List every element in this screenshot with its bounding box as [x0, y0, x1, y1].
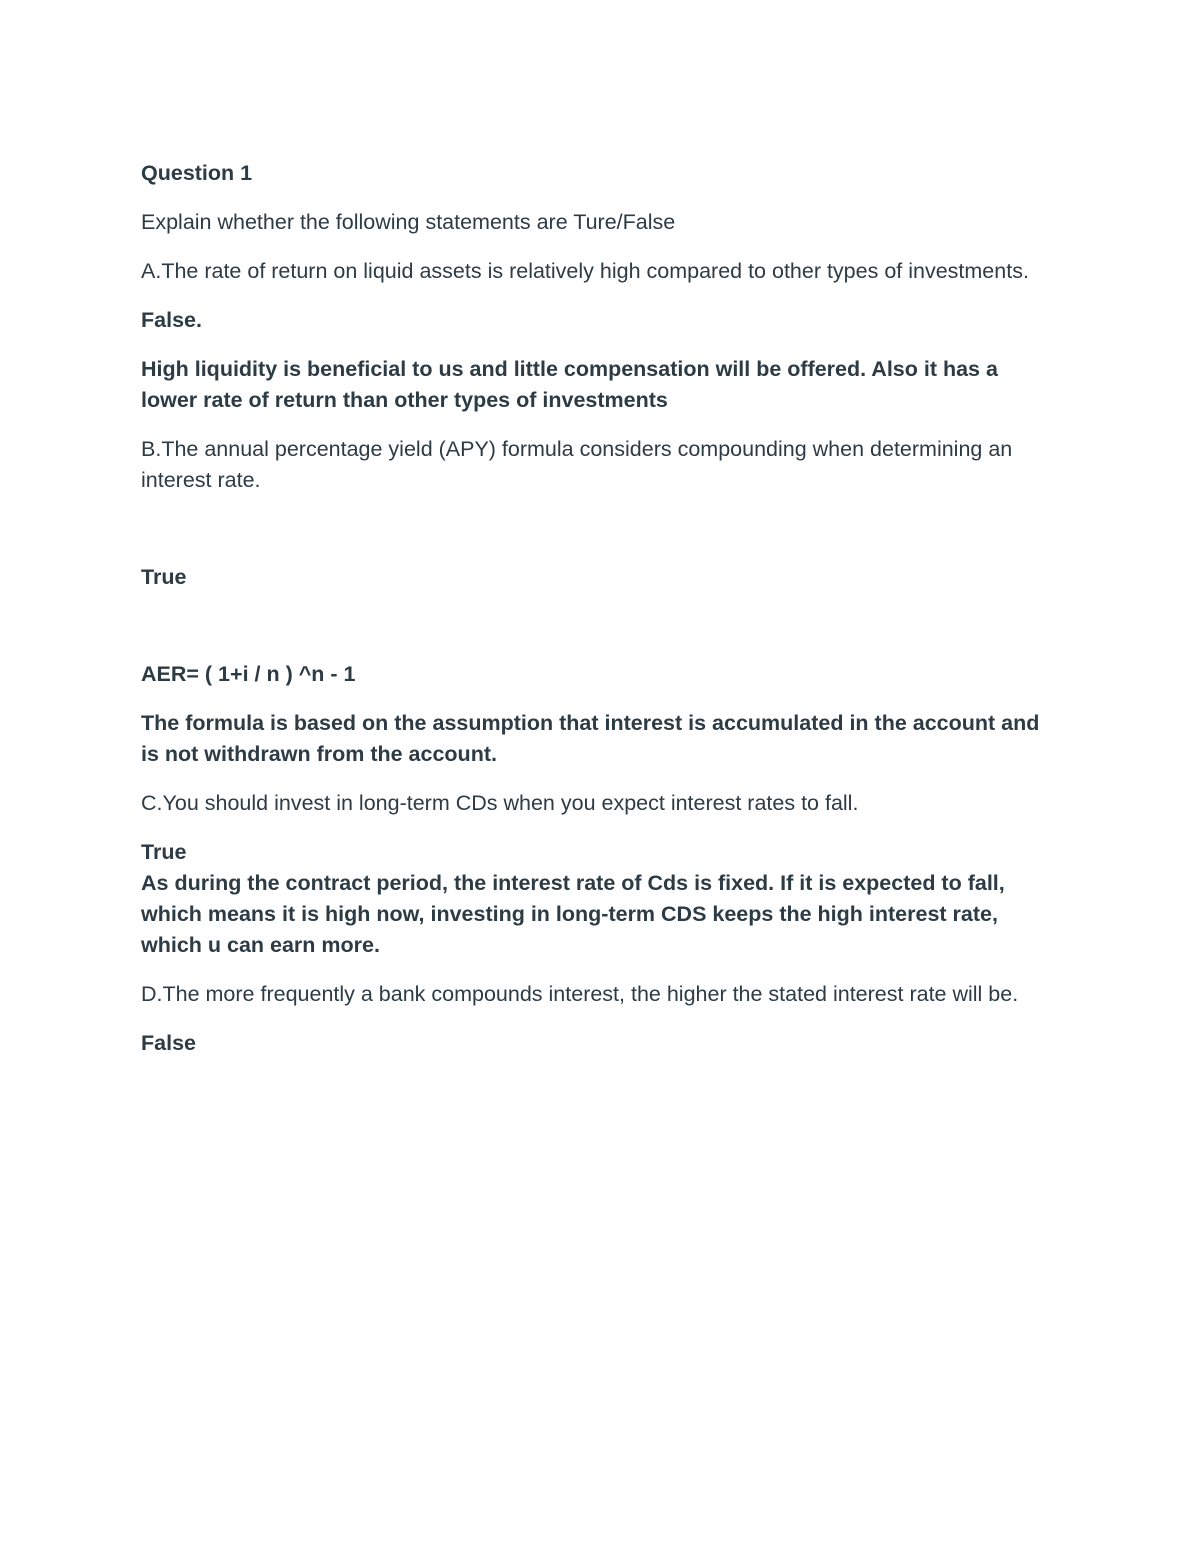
explanation-c: As during the contract period, the interest rate of Cds is fixed. If it is expected to fall, which means it is high now, investing in long-term CDS keeps the high interest rate, which u can earn more.: [141, 871, 1005, 957]
explanation-a: High liquidity is beneficial to us and little compensation will be offered. Also it has a lower rate of return than other types of investments: [141, 357, 998, 412]
statement-c: C.You should invest in long-term CDs when you expect interest rates to fall.: [141, 791, 859, 815]
formula-b: AER= ( 1+i / n ) ^n - 1: [141, 662, 356, 686]
answer-a: False.: [141, 308, 202, 332]
answer-c: True: [141, 840, 187, 864]
explanation-b: The formula is based on the assumption that interest is accumulated in the account and is not withdrawn from the account.: [141, 711, 1040, 766]
answer-b: True: [141, 565, 187, 589]
statement-a: A.The rate of return on liquid assets is relatively high compared to other types of investments.: [141, 259, 1029, 283]
statement-d: D.The more frequently a bank compounds interest, the higher the stated interest rate will be.: [141, 982, 1019, 1006]
answer-d: False: [141, 1031, 196, 1055]
instruction-text: Explain whether the following statements are Ture/False: [141, 210, 676, 234]
document-page: [141, 158, 1051, 1077]
question-title: Question 1: [141, 161, 253, 185]
statement-b: B.The annual percentage yield (APY) formula considers compounding when determining an interest rate.: [141, 437, 1013, 492]
